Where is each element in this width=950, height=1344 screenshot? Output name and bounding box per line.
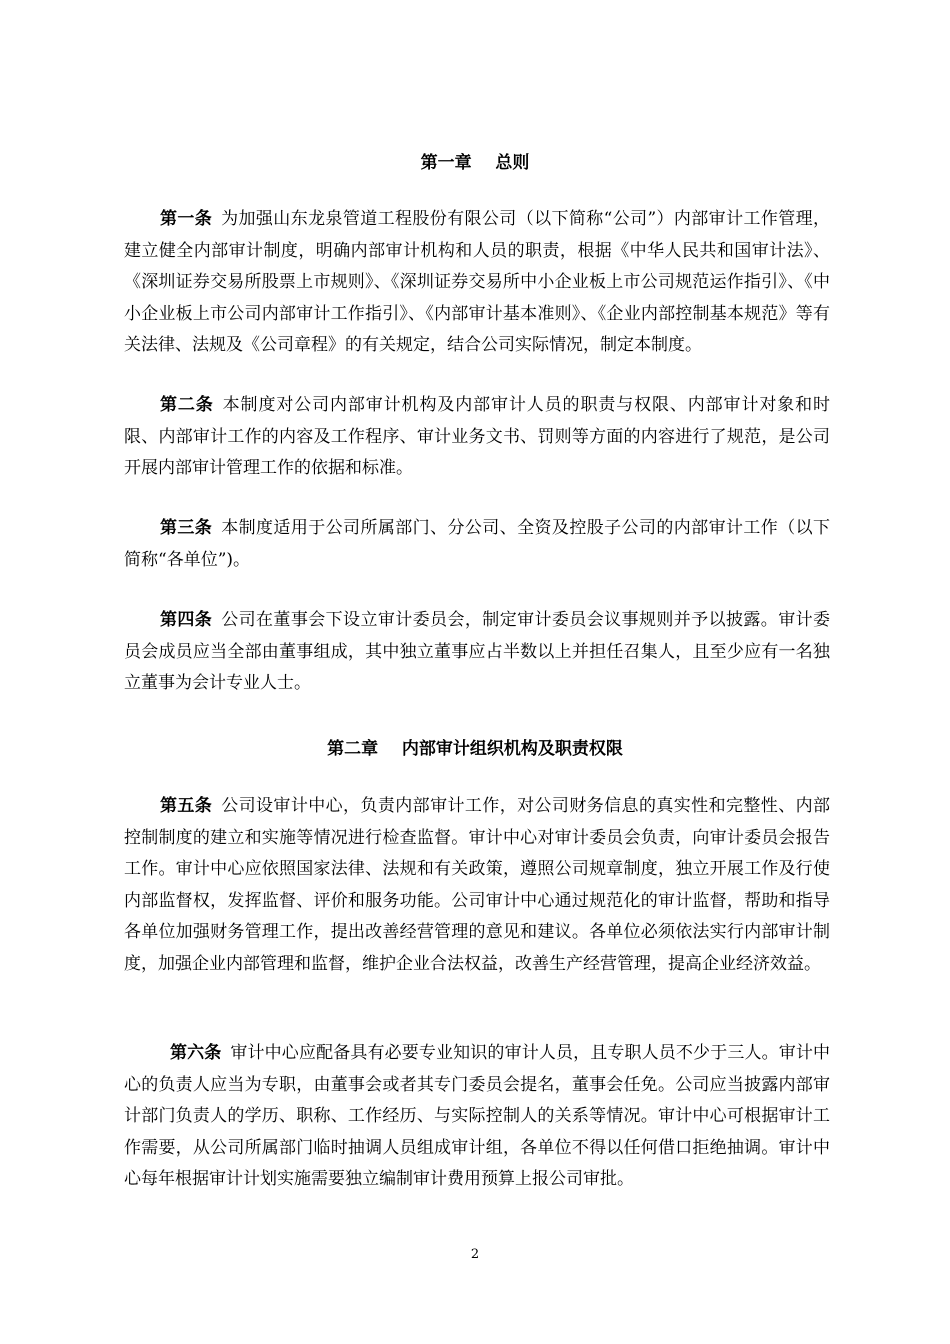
article-2-text: 本制度对公司内部审计机构及内部审计人员的职责与权限、内部审计对象和时限、内部审计工作的内容及工作程序、审计业务文书、罚则等方面的内容进行了规范，是公司开展内部审计管理工作的依据和标准。 (124, 395, 831, 479)
article-4-text: 公司在董事会下设立审计委员会，制定审计委员会议事规则并予以披露。审计委员会成员应当全部由董事组成，其中独立董事应占半数以上并担任召集人，且至少应有一名独立董事为会计专业人士。 (124, 610, 831, 694)
article-2-label: 第二条 (160, 395, 214, 415)
article-3 (124, 513, 830, 576)
article-6 (124, 1038, 830, 1196)
article-4-label: 第四条 (160, 610, 213, 630)
chapter-2-title: 第二章 内部审计组织机构及职责权限 (327, 739, 623, 759)
article-1 (124, 204, 830, 362)
article-1-text: 为加强山东龙泉管道工程股份有限公司（以下简称“公司”）内部审计工作管理，建立健全内部审计制度，明确内部审计机构和人员的职责，根据《中华人民共和国审计法》、《深圳证券交易所股票上市规则》、《深圳证券交易所中小企业板上市公司规范运作指引》、《中小企业板上市公司内部审计工作指引》、《内部审计基本准则》、《企业内部控制基本规范》等有关法律、法规及《公司章程》的有关规定，结合公司实际情况，制定本制度。 (124, 209, 830, 356)
page-number: 2 (470, 1247, 480, 1262)
article-5 (124, 791, 830, 981)
chapter-1-title: 第一章 总则 (420, 153, 530, 173)
article-2 (124, 390, 830, 485)
article-3-text: 本制度适用于公司所属部门、分公司、全资及控股子公司的内部审计工作（以下简称“各单位”)。 (124, 518, 831, 570)
article-4 (124, 605, 830, 700)
article-5-label: 第五条 (160, 796, 213, 816)
article-5-text: 公司设审计中心，负责内部审计工作，对公司财务信息的真实性和完整性、内部控制制度的建立和实施等情况进行检查监督。审计中心对审计委员会负责，向审计委员会报告工作。审计中心应依照国家法律、法规和有关政策，遵照公司规章制度，独立开展工作及行使内部监督权，发挥监督、评价和服务功能。公司审计中心通过规范化的审计监督，帮助和指导各单位加强财务管理工作，提出改善经营管理的意见和建议。各单位必须依法实行内部审计制度，加强企业内部管理和监督，维护企业合法权益，改善生产经营管理，提高企业经济效益。 (124, 796, 831, 974)
article-6-text: 审计中心应配备具有必要专业知识的审计人员，且专职人员不少于三人。审计中心的负责人应当为专职，由董事会或者其专门委员会提名，董事会任免。公司应当披露内部审计部门负责人的学历、职称、工作经历、与实际控制人的关系等情况。审计中心可根据审计工作需要，从公司所属部门临时抽调人员组成审计组，各单位不得以任何借口拒绝抽调。审计中心每年根据审计计划实施需要独立编制审计费用预算上报公司审批。 (124, 1043, 830, 1190)
article-3-label: 第三条 (160, 518, 213, 538)
article-1-label: 第一条 (160, 209, 213, 229)
article-6-label: 第六条 (170, 1043, 222, 1063)
